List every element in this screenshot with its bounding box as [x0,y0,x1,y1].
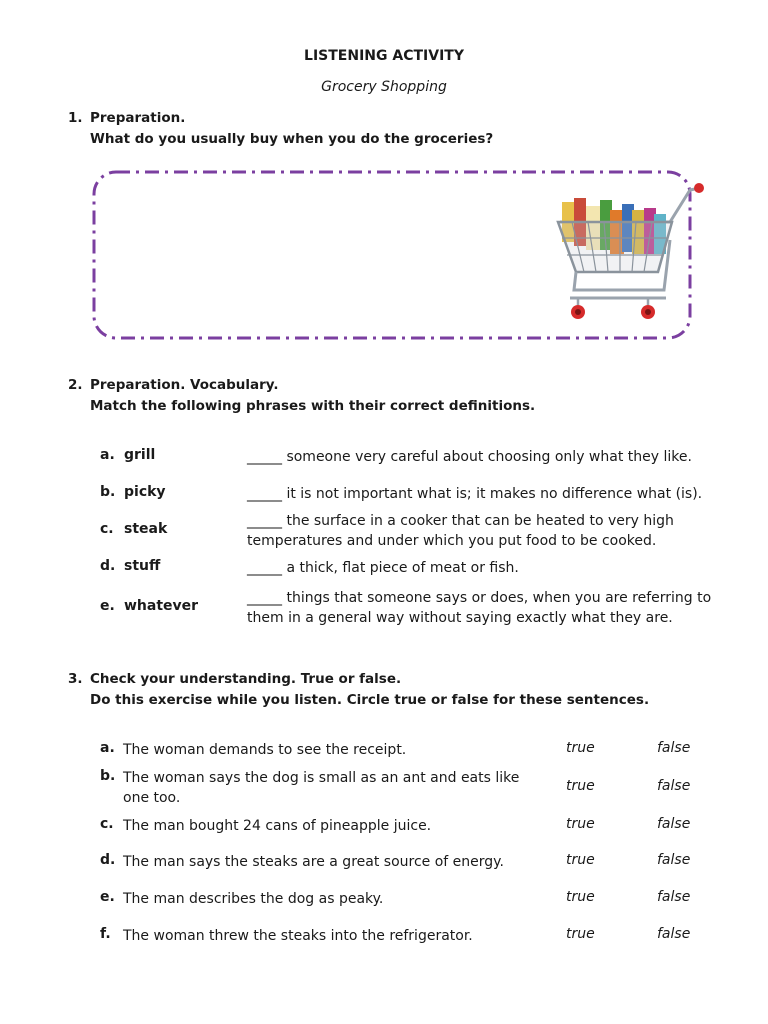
false-option[interactable]: false [657,740,691,756]
item-letter: c. [100,521,114,537]
true-option[interactable]: true [566,778,595,794]
section-title: Preparation. Vocabulary. [90,377,279,393]
vocab-definition: _____ someone very careful about choosing only what they like. [247,449,692,465]
vocab-word: grill [124,447,156,463]
item-letter: d. [100,558,116,574]
section-instruction: What do you usually buy when you do the groceries? [90,131,494,147]
item-letter: d. [100,852,116,868]
statement: The man describes the dog as peaky. [123,891,384,907]
vocab-word: steak [124,521,168,537]
true-option[interactable]: true [566,852,595,868]
section-number: 1. [68,110,83,126]
item-letter: e. [100,889,115,905]
statement: The woman demands to see the receipt. [123,742,407,758]
true-option[interactable]: true [566,926,595,942]
vocab-word: stuff [124,558,161,574]
vocab-definition: _____ the surface in a cooker that can be heated to very high temperatures and under which you put food to be cooked. [247,513,674,549]
false-option[interactable]: false [657,816,691,832]
false-option[interactable]: false [657,926,691,942]
section-instruction: Match the following phrases with their correct definitions. [90,398,536,414]
page-subtitle: Grocery Shopping [321,79,447,95]
vocab-definition: _____ things that someone says or does, when you are referring to them in a general way without saying exactly what they are. [247,590,712,626]
item-letter: b. [100,484,116,500]
vocab-definition: _____ a thick, flat piece of meat or fish. [247,560,519,576]
section-number: 3. [68,671,83,687]
item-letter: b. [100,768,116,784]
vocab-definition: _____ it is not important what is; it makes no difference what (is). [247,486,703,502]
page-title: LISTENING ACTIVITY [304,48,464,64]
false-option[interactable]: false [657,889,691,905]
true-option[interactable]: true [566,740,595,756]
statement: The man bought 24 cans of pineapple juice. [123,818,432,834]
item-letter: f. [100,926,111,942]
statement: The man says the steaks are a great source of energy. [123,854,504,870]
section-title: Preparation. [90,110,186,126]
true-option[interactable]: true [566,889,595,905]
shopping-cart-icon [552,180,712,325]
false-option[interactable]: false [657,778,691,794]
section-number: 2. [68,377,83,393]
item-letter: a. [100,740,115,756]
true-option[interactable]: true [566,816,595,832]
section-title: Check your understanding. True or false. [90,671,402,687]
section-instruction: Do this exercise while you listen. Circle true or false for these sentences. [90,692,650,708]
statement: The woman says the dog is small as an ant and eats like one too. [123,770,520,806]
false-option[interactable]: false [657,852,691,868]
statement: The woman threw the steaks into the refrigerator. [123,928,473,944]
vocab-word: picky [124,484,166,500]
item-letter: c. [100,816,114,832]
item-letter: a. [100,447,115,463]
vocab-word: whatever [124,598,199,614]
item-letter: e. [100,598,115,614]
